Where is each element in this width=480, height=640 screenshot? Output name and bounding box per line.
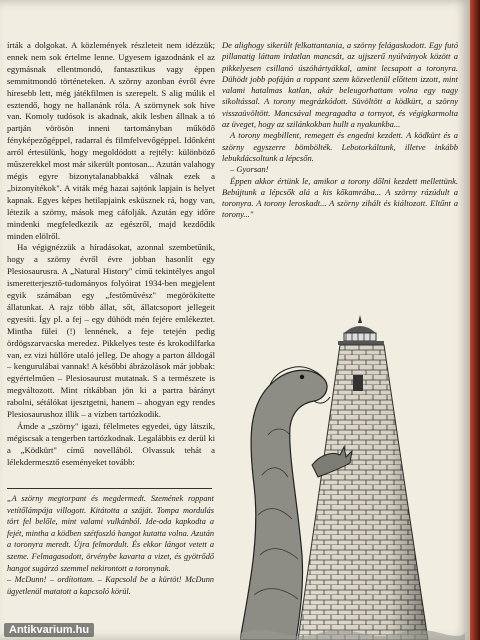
paragraph: Ámde a „szörny" igazi, félelmetes egyedei, úgy látszik, mégiscsak a tengerben tartózkodnak. Legalábbis ez derül ki a „Ködkürt" című novellából. Olvassuk tehát a lélekdermesztő eseményeket tovább: [7, 421, 215, 467]
book-spine-edge [470, 0, 480, 640]
quote-paragraph: A torony megbillent, remegett és engedni kezdett. A ködkürt és a szörny egyszerre bömbölték. Lebotorkáltunk, illetve inkább lebukdácsoltunk a lépcsőn. [222, 130, 458, 163]
right-text-column [222, 40, 458, 221]
paragraph: írták a dolgokat. A közlemények részleteit nem idézzük; ennek nem sok értelme lenne. Ugyesem igazodnánk el az egymásnak ellentmondó, fantasztikus vagy éppen semmitmondó történeteken. A szörny azonban évről évre híresebb lett, még játékfilmen is szerepelt. S alig múlik el esztendő, hogy ne hallanánk róla. A szörnynek sok híve van. Komoly tudósok is akadnak, akik lesben állnak a tó partján vörösön inneni tartományban működő fényképezőgéppel, radarral és filmfelvevőgéppel. Időnként arról értesülünk, hogy megoldódott a rejtély: különböző műszerekkel most már sikerült pontosan... Azután valahogy mégis egyre bizonytalanabbakká válnak ezek a „bizonyítékok". A viták még hazai sajtónk lapjain is helyet kapnak. Egyes képes hetilapjaink esküsznek rá, hogy van, létezik a szörny, mások meg cáfolják. Azután egy időre mindenki megfeledkezik az egészről, majd kezdődik minden elölről. [7, 40, 215, 241]
divider-rule [7, 488, 212, 489]
left-text-column [7, 40, 215, 469]
quote-paragraph: – Gyorsan! [230, 164, 269, 175]
quote-paragraph: De alighogy sikerült felkattantania, a szörny felágaskodott. Egy futó pillanatig láttam irdatlan mancsát, az ujjszerű nyúlványok között a pikkelyesen csillanó úszóhártyákkal, amint lecsapott a toronyra. Dühödt jobb pofáján a roppant szem közvetlenül előttem izzott, mint valami hatalmas katlan, akár beleugorhattam volna egy nagy sikoltással. A torony megrázkódott. Süvöltött a ködkürt, a szörny visszaüvöltött. Mancsával megragadta a tornyot, és végigkarmolta az üveget, hogy az szilánkokban hullt a nyakunkba... [222, 40, 458, 130]
paragraph: Ha végignézzük a híradásokat, azonnal szembetűnik, hogy a szörny évről évre jobban hasonlít egy Plesiosaurusra. A „Natural History" című tekintélyes angol ismeretterjesztő-tudományos folyóirat 1934-ben megjelent egyik számában egy „festőművész" megörökítette állatunkat. A rajz több állat, sőt, állatcsoport jellegeit egyesíti. Így pl. a fej – egy dühödt mén fejére emlékeztet. Mintha fülei (!) lennének, a feje tetején pedig ördögszarvacska meredez. Pikkelyes teste és krokodilfarka van, ez vizi hüllőre utaló jelleg. De ahogy a parton álldogál – kengurulábai vannak! A későbbi ábrázolások már jobbak: egyértelműen – Plesiosaurust mutatnak. S a természete is megváltozott. Mint rítkábban jön ki a partra bárányt rabolni, sétálókat ijesztgetni, hanem – ahogyan egy rendes Plesiosaurushoz illik – a vízben tartózkodik. [7, 242, 215, 420]
quote-paragraph: „A szörny megtorpant és megdermedt. Szemének roppant vetítőlámpája villogott. Kitátotta a száját. Tompa mordulás tört fel belőle, mint valami vulkánból. Ide-oda kapkodta a fejét, mintha a ködben szétfoszló hangot kutatta volna. Azután a toronyra meredt. Újra felmordult. És ekkor lángot vetett a szeme. Felmagasodott, örvénybe kavarta a vizet, és gyötrődő hangot sugárzó szemmel nekirontott a toronynak. [7, 494, 214, 573]
quote-paragraph: – McDunn! – ordítottam. – Kapcsold be a kürtöt! McDunn ügyetlenül matatott a kapcsoló körül. [7, 575, 214, 596]
sea-serpent-lighthouse-illustration [240, 315, 465, 640]
quote-paragraph: Éppen akkor értünk le, amikor a torony dőlni kezdett mellettünk. Bebújtunk a lépcsők alá a kis kőkamrába... A szörny rázúdult a toronyra. A torony leroskadt... A szörny zihált és kiáltozott. Eltűnt a torony..." [222, 175, 458, 220]
quoted-excerpt [7, 493, 214, 597]
waves [240, 630, 465, 640]
watermark: Antikvarium.hu [4, 623, 94, 637]
lighthouse [298, 315, 428, 640]
